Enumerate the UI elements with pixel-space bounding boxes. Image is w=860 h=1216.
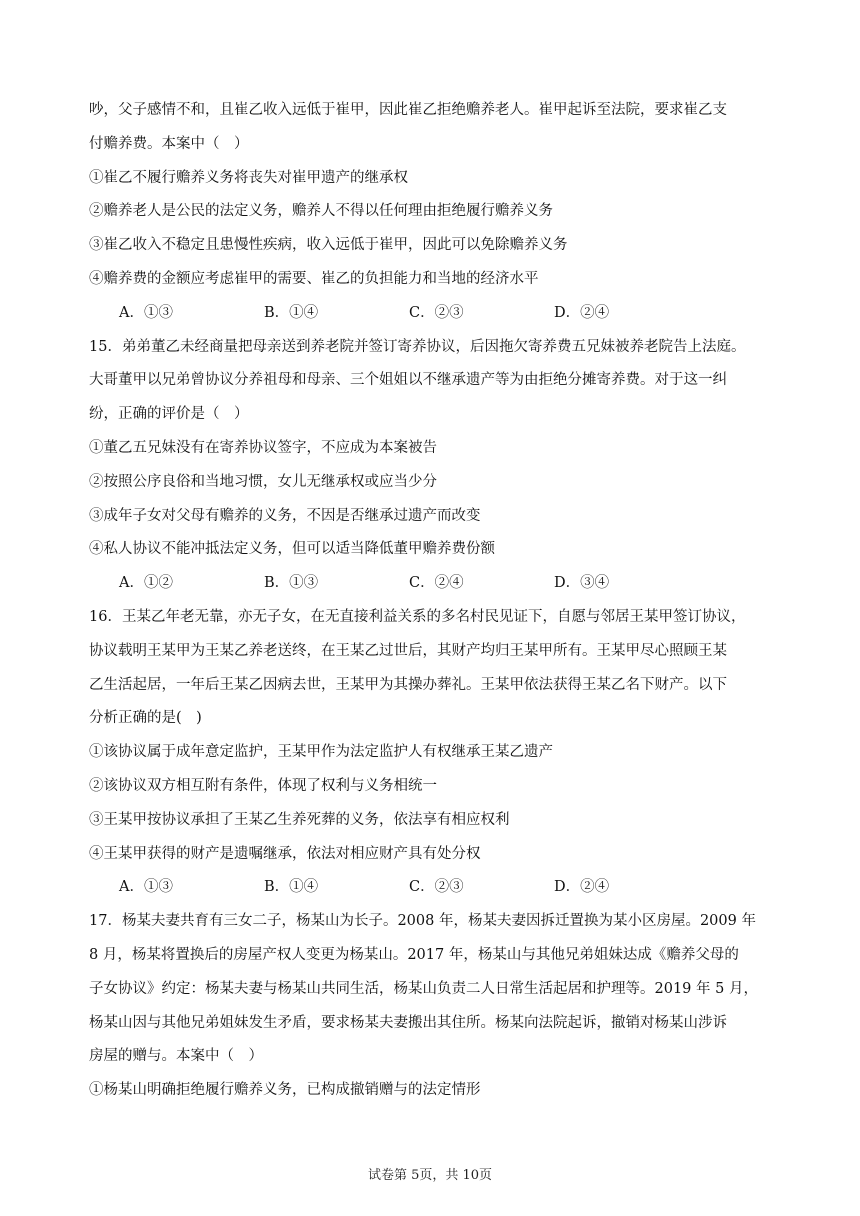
statement-1: ①董乙五兄妹没有在寄养协议签字，不应成为本案被告 bbox=[89, 439, 437, 456]
option-b: B．①③ bbox=[264, 575, 319, 592]
option-a: A．①③ bbox=[119, 879, 173, 896]
page-footer: 试卷第 5页，共 10页 bbox=[367, 1168, 493, 1183]
statement-4: ④私人协议不能冲抵法定义务，但可以适当降低董甲赡养费份额 bbox=[89, 541, 495, 558]
question-stem-line: 15．弟弟董乙未经商量把母亲送到养老院并签订寄养协议，后因拖欠寄养费五兄妹被养老院告上法庭。 bbox=[89, 338, 746, 355]
statement-2: ②赡养老人是公民的法定义务，赡养人不得以任何理由拒绝履行赡养义务 bbox=[89, 203, 553, 220]
question-16 bbox=[89, 601, 779, 905]
question-stem-line: 8 月，杨某将置换后的房屋产权人变更为杨某山。2017 年，杨某山与其他兄弟姐妹达成《赡养父母的 bbox=[89, 946, 739, 963]
option-c: C．②③ bbox=[409, 304, 464, 321]
question-stem-line: 杨某山因与其他兄弟姐妹发生矛盾，要求杨某夫妻搬出其住所。杨某向法院起诉，撤销对杨某山涉诉 bbox=[89, 1014, 727, 1031]
option-d: D．②④ bbox=[554, 879, 610, 896]
option-b: B．①④ bbox=[264, 879, 319, 896]
option-a: A．①③ bbox=[119, 304, 173, 321]
statement-3: ③崔乙收入不稳定且患慢性疾病，收入远低于崔甲，因此可以免除赡养义务 bbox=[89, 237, 568, 254]
question-stem-line: 乙生活起居，一年后王某乙因病去世，王某甲为其操办葬礼。王某甲依法获得王某乙名下财产。以下 bbox=[89, 676, 727, 693]
answer-options bbox=[89, 871, 779, 905]
question-stem-line: 纷，正确的评价是（ ） bbox=[89, 406, 249, 423]
question-stem-line: 吵，父子感情不和，且崔乙收入远低于崔甲，因此崔乙拒绝赡养老人。崔甲起诉至法院，要求崔乙支 bbox=[89, 102, 727, 118]
question-stem-line: 付赡养费。本案中（ ） bbox=[89, 135, 249, 152]
question-stem-line: 16．王某乙年老无靠，亦无子女，在无直接利益关系的多名村民见证下，自愿与邻居王某甲签订协议， bbox=[89, 608, 746, 625]
statement-1: ①该协议属于成年意定监护，王某甲作为法定监护人有权继承王某乙遗产 bbox=[89, 744, 553, 761]
option-d: D．②④ bbox=[554, 304, 610, 321]
option-b: B．①④ bbox=[264, 304, 319, 321]
statement-1: ①杨某山明确拒绝履行赡养义务，已构成撤销赠与的法定情形 bbox=[89, 1082, 481, 1099]
option-a: A．①② bbox=[119, 575, 173, 592]
statement-1: ①崔乙不履行赡养义务将丧失对崔甲遗产的继承权 bbox=[89, 169, 408, 186]
statement-3: ③王某甲按协议承担了王某乙生养死葬的义务，依法享有相应权利 bbox=[89, 811, 510, 828]
answer-options bbox=[89, 567, 779, 601]
answer-options bbox=[89, 297, 779, 331]
question-stem-line: 大哥董甲以兄弟曾协议分养祖母和母亲、三个姐姐以不继承遗产等为由拒绝分摊寄养费。对于这一纠 bbox=[89, 372, 727, 389]
question-stem-line: 子女协议》约定：杨某夫妻与杨某山共同生活，杨某山负责二人日常生活起居和护理等。2019 年 5 月， bbox=[89, 980, 758, 997]
statement-2: ②该协议双方相互附有条件，体现了权利与义务相统一 bbox=[89, 777, 437, 794]
question-content bbox=[89, 94, 779, 1108]
statement-2: ②按照公序良俗和当地习惯，女儿无继承权或应当少分 bbox=[89, 473, 437, 490]
option-c: C．②④ bbox=[409, 575, 464, 592]
question-stem-line: 分析正确的是( ) bbox=[89, 710, 202, 727]
option-d: D．③④ bbox=[554, 575, 610, 592]
question-17 bbox=[89, 905, 779, 1108]
statement-4: ④王某甲获得的财产是遗嘱继承，依法对相应财产具有处分权 bbox=[89, 845, 481, 862]
question-stem-line: 17．杨某夫妻共育有三女二子，杨某山为长子。2008 年，杨某夫妻因拆迁置换为某小区房屋。2009 年 bbox=[89, 913, 756, 930]
question-14 bbox=[89, 94, 779, 331]
statement-4: ④赡养费的金额应考虑崔甲的需要、崔乙的负担能力和当地的经济水平 bbox=[89, 270, 539, 287]
question-stem-line: 协议载明王某甲为王某乙养老送终，在王某乙过世后，其财产均归王某甲所有。王某甲尽心照顾王某 bbox=[89, 642, 727, 659]
option-c: C．②③ bbox=[409, 879, 464, 896]
statement-3: ③成年子女对父母有赡养的义务，不因是否继承过遗产而改变 bbox=[89, 507, 481, 524]
question-stem-line: 房屋的赠与。本案中（ ） bbox=[89, 1048, 263, 1065]
question-15 bbox=[89, 331, 779, 601]
